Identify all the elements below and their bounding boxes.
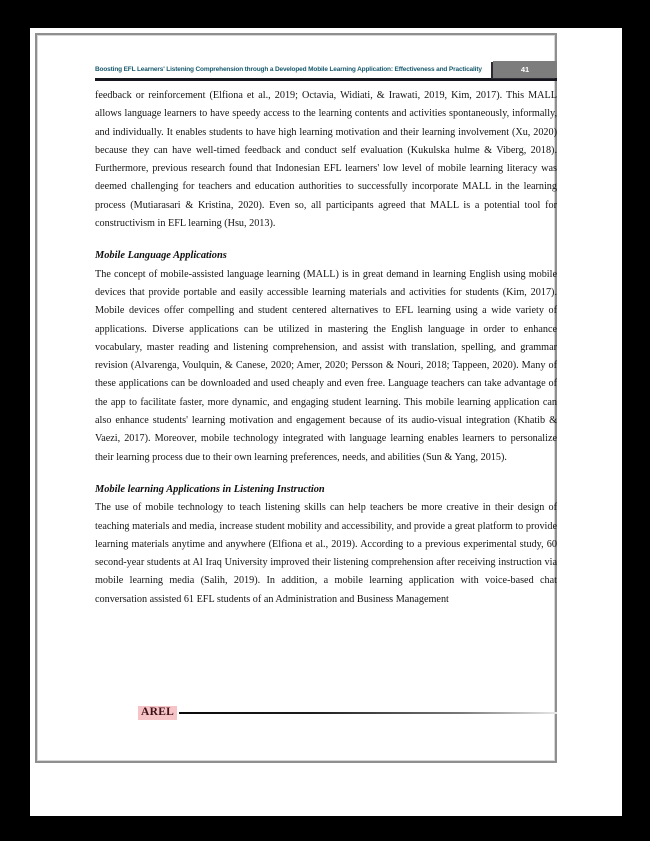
intro-paragraph: feedback or reinforcement (Elfiona et al., 2019; Octavia, Widiati, & Irawati, 2019, Kim, 2017). This MALL allows language learners to have speedy access to the learning contents and activities spontaneously, informally, and individually. It enables students to have high learning motivation and their learning involvement (Xu, 2020) because they can have well-timed feedback and conduct self evaluation (Kukulska hulme & Viberg, 2018). Furthermore, previous research found that Indonesian EFL learners' low level of mobile learning literacy was deemed challenging for teachers and education authorities to successfully incorporate MALL in the learning process (Mutiarasari & Kristina, 2020). Even so, all participants agreed that MALL is a potential tool for constructivism in EFL learning (Hsu, 2013). xyxy=(95,90,557,230)
page-footer xyxy=(138,706,557,720)
section-body-listening-instruction: The use of mobile technology to teach listening skills can help teachers be more creative in their design of teaching materials and media, increase student mobility and accessibility, and provide a great platform to provide learning materials anytime and anywhere (Elfiona et al., 2019). According to a previous experimental study, 60 second-year students at Al Iraq University improved their listening comprehension after receiving instruction via mobile learning media (Salih, 2019). In addition, a mobile learning application with voice-based chat conversation assisted 61 EFL students of an Administration and Business Management xyxy=(95,502,557,605)
journal-logo: AREL xyxy=(138,706,177,720)
running-header xyxy=(95,54,557,81)
section-body-mobile-language-applications: The concept of mobile-assisted language learning (MALL) is in great demand in learning English using mobile devices that provide portable and easily accessible learning materials and activities for students (Kim, 2017). Mobile devices offer compelling and student centered alternatives to EFL learning using a wide variety of applications. Diverse applications can be utilized in mastering the English language in order to enhance vocabulary, master reading and listening comprehension, and assist with translation, spelling, and grammar revision (Alvarenga, Voulquin, & Canese, 2020; Amer, 2020; Persson & Nouri, 2018; Tappeen, 2020). Many of these applications can be downloaded and used cheaply and even free. Language teachers can take advantage of the app to facilitate faster, more dynamic, and engaging student learning. This mobile learning application can also enhance students' learning motivation and engagement because of its audio-visual integration (Khatib & Vaezi, 2017). Moreover, mobile technology integrated with language learning enables learners to personalize their learning process due to their own learning preferences, needs, and abilities (Sun & Yang, 2015). xyxy=(95,268,557,463)
document-page xyxy=(30,28,622,816)
article-body xyxy=(95,87,557,609)
section-heading-mobile-language-applications: Mobile Language Applications xyxy=(95,250,227,262)
section-heading-listening-instruction: Mobile learning Applications in Listening Instruction xyxy=(95,483,325,495)
page-number-badge: 41 xyxy=(493,61,557,78)
footer-rule xyxy=(179,712,557,714)
running-header-title: Boosting EFL Learners' Listening Comprehension through a Developed Mobile Learning Application: Effectiveness and Practicality xyxy=(95,66,482,73)
page-content xyxy=(95,54,557,609)
